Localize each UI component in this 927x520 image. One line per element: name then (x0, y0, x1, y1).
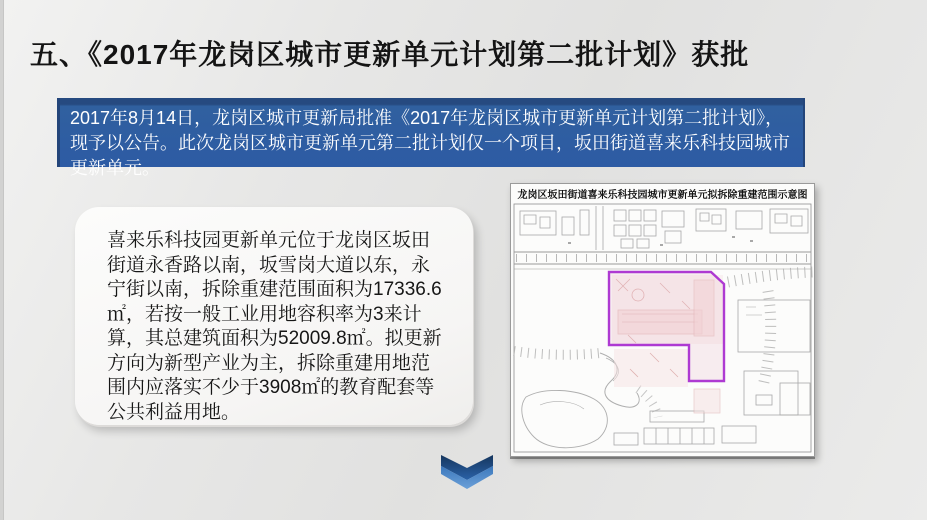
announcement-banner-text: 2017年8月14日，龙岗区城市更新局批准《2017年龙岗区城市更新单元计划第二批计划》，现予以公告。此次龙岗区城市更新单元第二批计划仅一个项目，坂田街道喜来乐科技园城市更新单元。 (70, 108, 790, 178)
chevron-down-icon (440, 454, 494, 491)
next-chevron-icon[interactable] (440, 454, 494, 491)
info-card-text: 喜来乐科技园更新单元位于龙岗区坂田街道永香路以南，坂雪岗大道以东，永宁街以南，拆除重建范围面积为17336.6㎡，若按一般工业用地容积率为3来计算，其总建筑面积为52009.8㎡。拟更新方向为新型产业为主，拆除重建用地范围内应落实不少于3908㎡的教育配套等公共利益用地。 (107, 230, 442, 423)
info-card (75, 207, 473, 425)
page-title: 五、《2017年龙岗区城市更新单元计划第二批计划》获批 (30, 39, 750, 70)
map-title: 龙岗区坂田街道喜来乐科技园城市更新单元拟拆除重建范围示意图 (517, 190, 808, 201)
announcement-banner (57, 98, 805, 178)
map-figure (510, 183, 815, 457)
map-svg (510, 183, 815, 457)
